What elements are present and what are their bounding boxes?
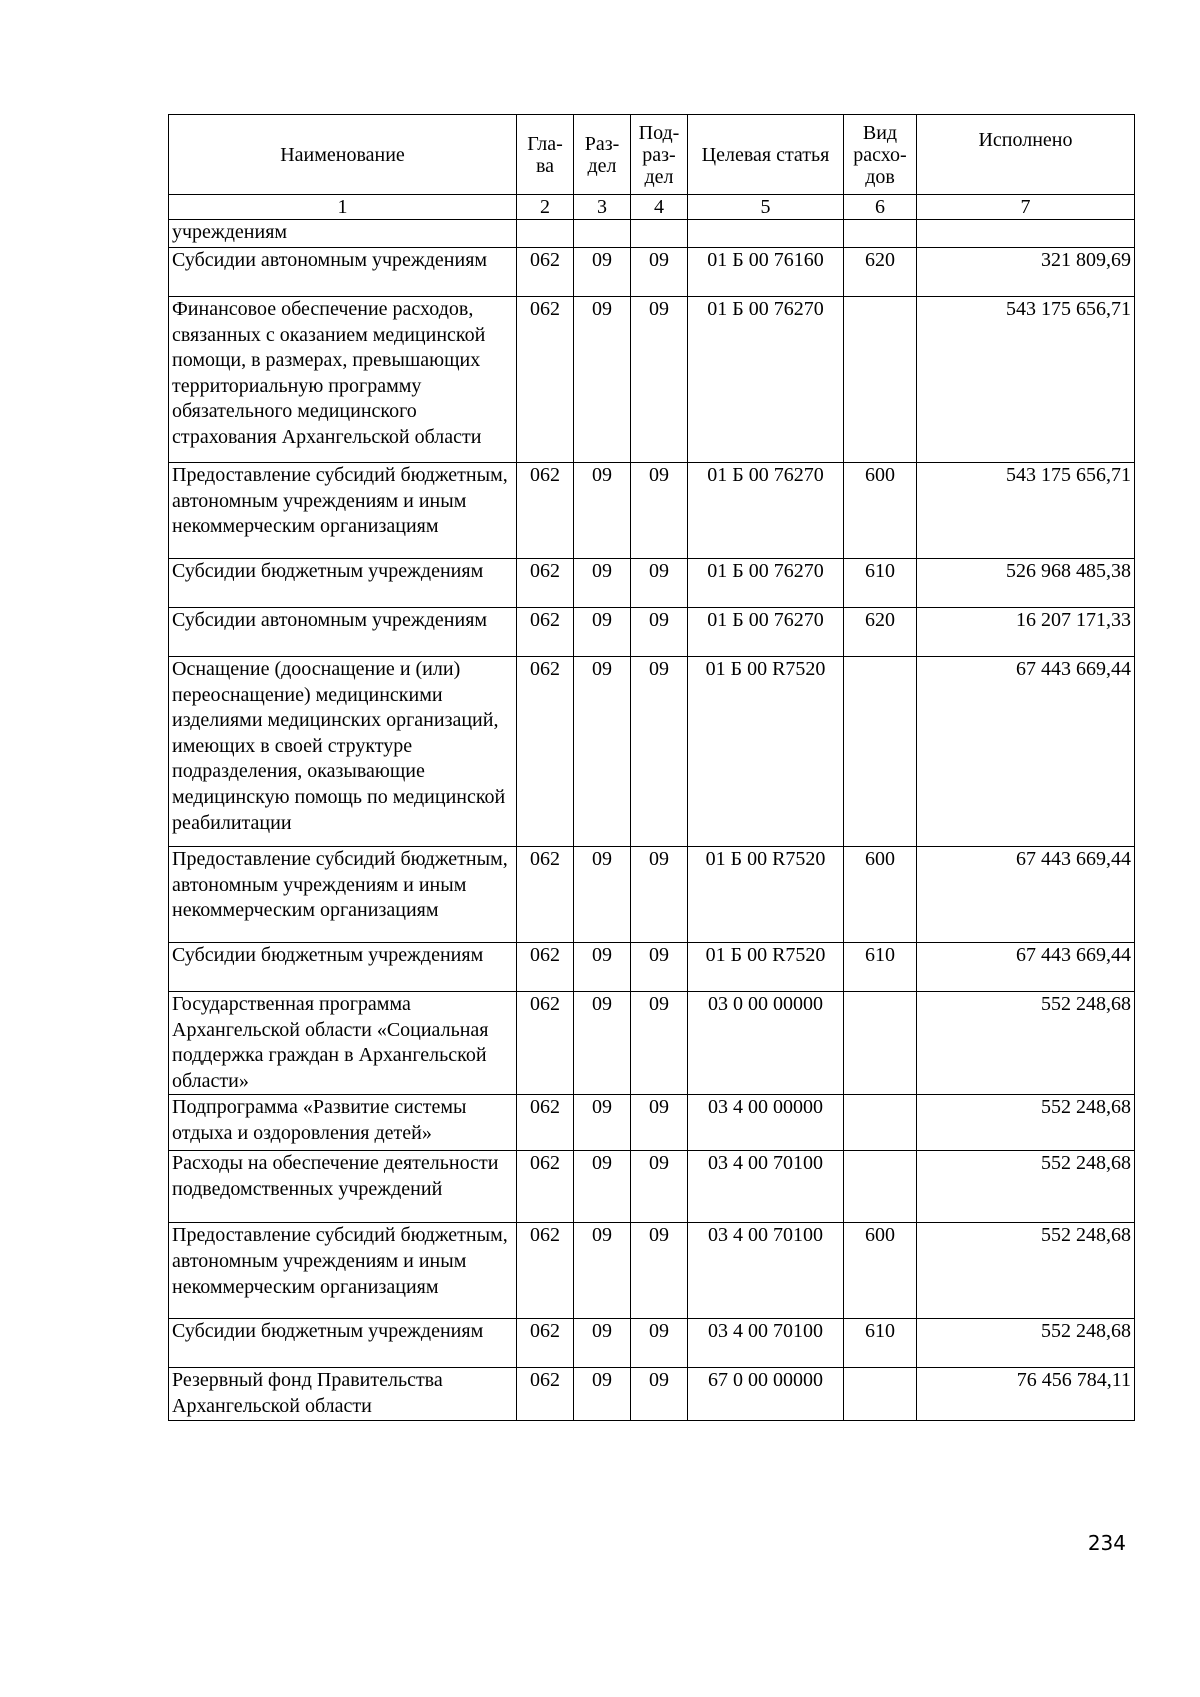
row-expense-kind (844, 657, 917, 847)
column-number-row (169, 195, 1135, 220)
header-section: Раз- дел (574, 115, 631, 195)
row-executed-amount: 552 248,68 (917, 1319, 1135, 1368)
row-target-article: 01 Б 00 76160 (688, 248, 844, 297)
row-name: Предоставление субсидий бюджетным, автономным учреждениям и иным некоммерческим организациям (169, 463, 517, 559)
row-expense-kind (844, 992, 917, 1095)
row-executed-amount: 67 443 669,44 (917, 657, 1135, 847)
row-section: 09 (574, 943, 631, 992)
row-section: 09 (574, 248, 631, 297)
row-subsection: 09 (631, 1319, 688, 1368)
row-name: Субсидии автономным учреждениям (169, 248, 517, 297)
row-target-article (688, 220, 844, 248)
row-section: 09 (574, 1368, 631, 1420)
row-expense-kind (844, 1095, 917, 1151)
row-executed-amount: 543 175 656,71 (917, 297, 1135, 463)
table-row (169, 608, 1135, 657)
row-target-article: 01 Б 00 R7520 (688, 847, 844, 943)
row-expense-kind: 610 (844, 943, 917, 992)
row-section: 09 (574, 1151, 631, 1223)
row-expense-kind: 610 (844, 559, 917, 608)
column-number: 3 (574, 195, 631, 220)
row-target-article: 03 4 00 70100 (688, 1223, 844, 1319)
header-name: Наименование (169, 115, 517, 195)
row-chapter: 062 (517, 1319, 574, 1368)
row-subsection: 09 (631, 1095, 688, 1151)
row-chapter: 062 (517, 1095, 574, 1151)
row-target-article: 01 Б 00 R7520 (688, 943, 844, 992)
page-number: 234 (1087, 1531, 1126, 1555)
row-chapter: 062 (517, 559, 574, 608)
row-expense-kind: 600 (844, 463, 917, 559)
row-expense-kind (844, 1368, 917, 1420)
row-subsection: 09 (631, 248, 688, 297)
row-executed-amount: 552 248,68 (917, 1095, 1135, 1151)
row-executed-amount: 552 248,68 (917, 1223, 1135, 1319)
row-name: Подпрограмма «Развитие системы отдыха и оздоровления детей» (169, 1095, 517, 1151)
row-section: 09 (574, 608, 631, 657)
row-section (574, 220, 631, 248)
table-row (169, 248, 1135, 297)
row-expense-kind (844, 297, 917, 463)
row-target-article: 01 Б 00 76270 (688, 297, 844, 463)
header-expense-kind: Вид расхо- дов (844, 115, 917, 195)
table-row (169, 1368, 1135, 1420)
row-subsection (631, 220, 688, 248)
row-subsection: 09 (631, 657, 688, 847)
header-subsection: Под- раз- дел (631, 115, 688, 195)
table-row (169, 1319, 1135, 1368)
row-section: 09 (574, 847, 631, 943)
row-target-article: 03 4 00 00000 (688, 1095, 844, 1151)
row-section: 09 (574, 1223, 631, 1319)
row-name: Субсидии бюджетным учреждениям (169, 943, 517, 992)
row-target-article: 01 Б 00 R7520 (688, 657, 844, 847)
table-row (169, 847, 1135, 943)
column-number: 4 (631, 195, 688, 220)
column-number: 5 (688, 195, 844, 220)
row-executed-amount (917, 220, 1135, 248)
row-subsection: 09 (631, 559, 688, 608)
table-row (169, 1095, 1135, 1151)
table-row (169, 943, 1135, 992)
row-executed-amount: 526 968 485,38 (917, 559, 1135, 608)
row-executed-amount: 67 443 669,44 (917, 847, 1135, 943)
table-row (169, 220, 1135, 248)
row-subsection: 09 (631, 847, 688, 943)
row-expense-kind: 610 (844, 1319, 917, 1368)
row-executed-amount: 321 809,69 (917, 248, 1135, 297)
row-name: Резервный фонд Правительства Архангельской области (169, 1368, 517, 1420)
table-row (169, 992, 1135, 1095)
row-chapter: 062 (517, 1223, 574, 1319)
row-chapter (517, 220, 574, 248)
row-name: Субсидии бюджетным учреждениям (169, 1319, 517, 1368)
table-body (169, 220, 1135, 1421)
row-chapter: 062 (517, 1151, 574, 1223)
row-subsection: 09 (631, 992, 688, 1095)
row-chapter: 062 (517, 463, 574, 559)
row-executed-amount: 543 175 656,71 (917, 463, 1135, 559)
row-chapter: 062 (517, 248, 574, 297)
row-section: 09 (574, 297, 631, 463)
row-chapter: 062 (517, 657, 574, 847)
row-expense-kind: 600 (844, 1223, 917, 1319)
row-chapter: 062 (517, 297, 574, 463)
row-chapter: 062 (517, 1368, 574, 1420)
table-row (169, 297, 1135, 463)
table-row (169, 657, 1135, 847)
row-subsection: 09 (631, 608, 688, 657)
row-name: учреждениям (169, 220, 517, 248)
row-expense-kind (844, 220, 917, 248)
table-row (169, 1151, 1135, 1223)
row-target-article: 03 0 00 00000 (688, 992, 844, 1095)
row-target-article: 01 Б 00 76270 (688, 463, 844, 559)
row-chapter: 062 (517, 608, 574, 657)
row-executed-amount: 76 456 784,11 (917, 1368, 1135, 1420)
row-expense-kind (844, 1151, 917, 1223)
row-expense-kind: 600 (844, 847, 917, 943)
row-subsection: 09 (631, 463, 688, 559)
row-executed-amount: 552 248,68 (917, 992, 1135, 1095)
column-number: 2 (517, 195, 574, 220)
column-number: 1 (169, 195, 517, 220)
row-chapter: 062 (517, 992, 574, 1095)
table-row (169, 463, 1135, 559)
row-name: Финансовое обеспечение расходов, связанных с оказанием медицинской помощи, в размерах, превышающих территориальную программу обязательного медицинского страхования Архангельской области (169, 297, 517, 463)
row-chapter: 062 (517, 943, 574, 992)
column-number: 6 (844, 195, 917, 220)
row-name: Расходы на обеспечение деятельности подведомственных учреждений (169, 1151, 517, 1223)
budget-table (168, 114, 1135, 1421)
row-chapter: 062 (517, 847, 574, 943)
row-subsection: 09 (631, 1151, 688, 1223)
table-row (169, 1223, 1135, 1319)
row-executed-amount: 67 443 669,44 (917, 943, 1135, 992)
row-subsection: 09 (631, 1223, 688, 1319)
row-target-article: 03 4 00 70100 (688, 1151, 844, 1223)
header-target-article: Целевая статья (688, 115, 844, 195)
row-section: 09 (574, 992, 631, 1095)
row-subsection: 09 (631, 297, 688, 463)
row-target-article: 03 4 00 70100 (688, 1319, 844, 1368)
row-section: 09 (574, 1319, 631, 1368)
table-row (169, 559, 1135, 608)
row-name: Оснащение (дооснащение и (или) переоснащение) медицинскими изделиями медицинских организаций, имеющих в своей структуре подразделения, оказывающие медицинскую помощь по медицинской реабилитации (169, 657, 517, 847)
row-name: Субсидии бюджетным учреждениям (169, 559, 517, 608)
row-executed-amount: 552 248,68 (917, 1151, 1135, 1223)
row-section: 09 (574, 657, 631, 847)
row-section: 09 (574, 463, 631, 559)
row-target-article: 01 Б 00 76270 (688, 559, 844, 608)
column-number: 7 (917, 195, 1135, 220)
row-name: Субсидии автономным учреждениям (169, 608, 517, 657)
row-subsection: 09 (631, 943, 688, 992)
row-section: 09 (574, 559, 631, 608)
row-name: Предоставление субсидий бюджетным, автономным учреждениям и иным некоммерческим организациям (169, 1223, 517, 1319)
row-expense-kind: 620 (844, 608, 917, 657)
row-target-article: 67 0 00 00000 (688, 1368, 844, 1420)
header-executed: Исполнено (917, 115, 1135, 195)
header-row (169, 115, 1135, 195)
row-section: 09 (574, 1095, 631, 1151)
row-name: Предоставление субсидий бюджетным, автономным учреждениям и иным некоммерческим организациям (169, 847, 517, 943)
row-expense-kind: 620 (844, 248, 917, 297)
header-chapter: Гла- ва (517, 115, 574, 195)
row-executed-amount: 16 207 171,33 (917, 608, 1135, 657)
row-subsection: 09 (631, 1368, 688, 1420)
row-target-article: 01 Б 00 76270 (688, 608, 844, 657)
row-name: Государственная программа Архангельской области «Социальная поддержка граждан в Архангельской области» (169, 992, 517, 1095)
